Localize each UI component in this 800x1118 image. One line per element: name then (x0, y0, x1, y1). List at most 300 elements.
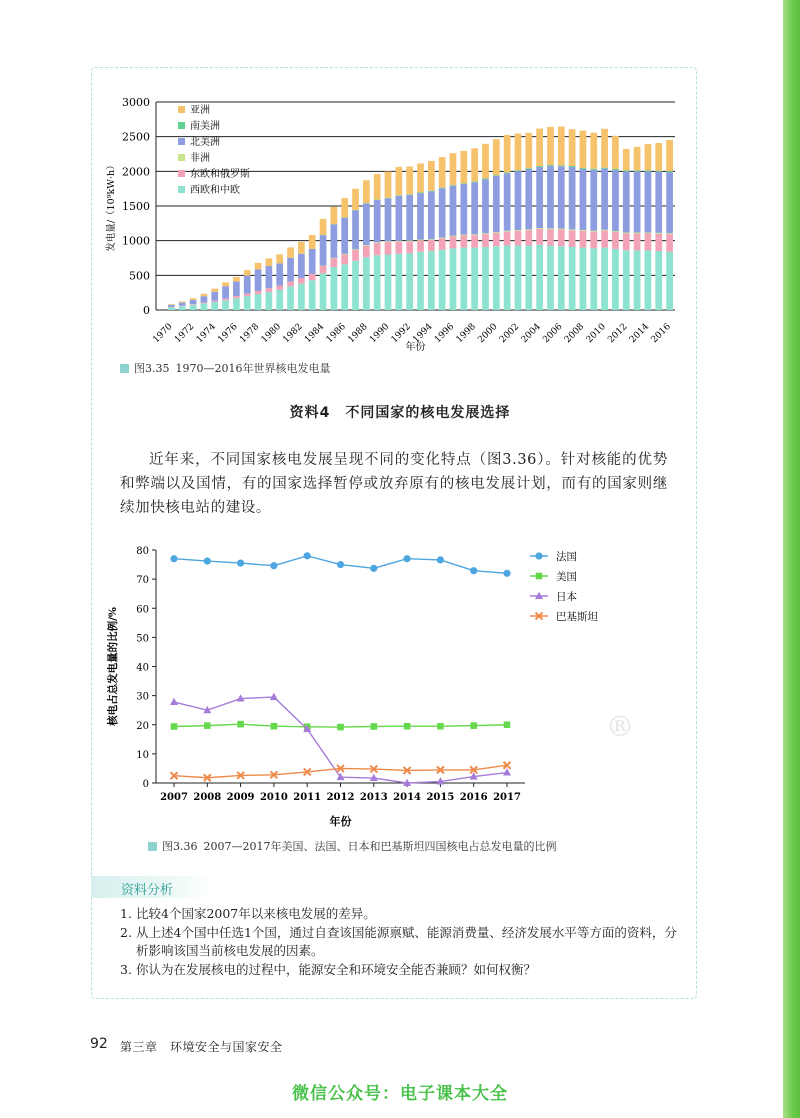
bar-segment (428, 239, 435, 240)
bar-segment (558, 229, 565, 230)
bar-segment (525, 133, 532, 168)
bar-segment (590, 248, 597, 310)
bar-segment (395, 241, 402, 242)
bar-segment (450, 237, 457, 249)
bar-segment (374, 200, 381, 242)
legend-label: 南美洲 (190, 121, 220, 132)
bar-segment (623, 250, 630, 310)
bar-segment (645, 144, 652, 170)
figure2-caption-text: 2007—2017年美国、法国、日本和巴基斯坦四国核电占总发电量的比例 (203, 840, 557, 853)
bar-segment (655, 251, 662, 310)
bar-segment (201, 296, 208, 302)
bar-segment (645, 233, 652, 250)
bar-segment (233, 277, 240, 282)
nuclear-generation-stacked-bar-chart (100, 92, 690, 352)
x-tick-label: 2011 (293, 792, 322, 803)
bar-segment (255, 291, 262, 294)
bar-segment (655, 143, 662, 171)
bar-segment (536, 166, 543, 167)
x-tick-label: 2000 (476, 321, 500, 346)
x-tick-label: 1994 (411, 321, 435, 346)
bar-segment (569, 247, 576, 310)
bar-segment (266, 288, 273, 292)
data-point (204, 557, 211, 564)
y-tick-label: 70 (136, 575, 149, 587)
bar-segment (612, 136, 619, 169)
x-tick-label: 1982 (281, 321, 305, 346)
bar-segment (309, 249, 316, 274)
question-item (120, 924, 680, 961)
bar-segment (374, 243, 381, 255)
legend-label: 美国 (556, 571, 577, 583)
bar-segment (385, 171, 392, 197)
data-point (270, 562, 277, 569)
bar-segment (623, 149, 630, 170)
y-tick-label: 60 (136, 604, 149, 616)
bar-segment (190, 298, 197, 300)
bar-segment (471, 148, 478, 181)
bar-segment (601, 168, 608, 169)
bar-segment (547, 127, 554, 165)
bar-segment (493, 175, 500, 176)
bar-segment (536, 167, 543, 228)
bar-segment (493, 176, 500, 232)
x-tick-label: 2016 (649, 321, 673, 346)
bar-segment (580, 248, 587, 310)
caption-square-icon (148, 842, 157, 851)
legend-label: 西欧和中欧 (190, 185, 240, 196)
bar-segment (536, 229, 543, 245)
bar-segment (179, 306, 186, 310)
section-title: 资料4 不同国家的核电发展选择 (289, 405, 511, 421)
legend-swatch (178, 106, 185, 113)
bar-segment (590, 232, 597, 249)
data-point (337, 724, 344, 731)
figure2-caption (148, 838, 557, 854)
bar-segment (634, 232, 641, 233)
bar-segment (536, 228, 543, 229)
bar-segment (504, 231, 511, 232)
bar-segment (395, 254, 402, 310)
bar-segment (612, 232, 619, 249)
bar-segment (211, 289, 218, 292)
bar-segment (580, 131, 587, 168)
bar-segment (428, 161, 435, 191)
x-tick-label: 1984 (303, 321, 327, 346)
figure1-caption (120, 360, 331, 376)
bar-segment (645, 232, 652, 233)
bar-segment (201, 294, 208, 296)
x-tick-label: 2017 (493, 792, 521, 803)
bar-segment (645, 250, 652, 310)
bar-segment (482, 247, 489, 310)
bar-segment (233, 282, 240, 297)
bar-segment (590, 169, 597, 170)
y-tick-label: 500 (129, 269, 150, 283)
bar-segment (385, 242, 392, 254)
bar-segment (623, 170, 630, 171)
bar-segment (276, 286, 283, 290)
bar-segment (298, 284, 305, 310)
y-tick-label: 80 (136, 546, 149, 557)
bar-segment (525, 168, 532, 169)
bar-segment (233, 296, 240, 298)
bar-segment (666, 233, 673, 234)
bar-segment (201, 303, 208, 310)
figure1-caption-text: 1970—2016年世界核电发电量 (175, 362, 331, 375)
bar-segment (385, 198, 392, 241)
bar-segment (666, 171, 673, 172)
bar-segment (417, 193, 424, 194)
bar-segment (298, 254, 305, 278)
bar-segment (168, 305, 175, 307)
bar-segment (395, 167, 402, 195)
page-number: 92 (90, 1036, 108, 1052)
bar-segment (471, 182, 478, 183)
bar-segment (634, 170, 641, 171)
bar-segment (287, 258, 294, 282)
bar-segment (439, 237, 446, 238)
bar-segment (287, 286, 294, 310)
bar-segment (179, 303, 186, 306)
legend-label: 北美洲 (190, 137, 220, 148)
bar-segment (645, 171, 652, 232)
bar-segment (287, 247, 294, 257)
bar-segment (331, 258, 338, 267)
data-point (437, 556, 444, 563)
legend-swatch (178, 186, 185, 193)
bar-segment (547, 228, 554, 229)
legend-swatch (178, 138, 185, 145)
x-axis-title: 年份 (329, 815, 352, 828)
bar-segment (406, 167, 413, 195)
data-point (503, 570, 510, 577)
x-tick-label: 2006 (541, 321, 565, 346)
bar-segment (450, 186, 457, 236)
x-tick-label: 2012 (606, 321, 630, 346)
bar-segment (558, 246, 565, 310)
bar-segment (363, 246, 370, 257)
bar-segment (374, 174, 381, 200)
bar-segment (536, 129, 543, 166)
legend-swatch (178, 170, 185, 177)
data-point (504, 721, 511, 728)
y-tick-label: 20 (136, 720, 149, 732)
y-tick-label: 1000 (122, 234, 150, 248)
bar-segment (558, 230, 565, 247)
bar-segment (331, 267, 338, 310)
bar-segment (255, 263, 262, 270)
bar-segment (363, 245, 370, 246)
bar-segment (211, 301, 218, 302)
bar-segment (395, 195, 402, 196)
bar-segment (179, 302, 186, 303)
y-tick-label: 0 (143, 304, 150, 317)
bar-segment (515, 230, 522, 231)
x-tick-label: 1976 (216, 321, 240, 346)
bar-segment (525, 229, 532, 230)
bar-segment (439, 250, 446, 310)
bar-segment (450, 236, 457, 237)
bar-segment (309, 280, 316, 310)
bar-segment (244, 294, 251, 296)
bar-segment (374, 255, 381, 310)
bar-segment (504, 173, 511, 231)
bar-segment (255, 294, 262, 310)
bar-segment (320, 266, 327, 273)
bar-segment (276, 263, 283, 285)
bar-segment (222, 299, 229, 301)
data-point (404, 723, 411, 730)
data-point (271, 723, 278, 730)
bar-segment (493, 246, 500, 310)
bar-segment (493, 139, 500, 175)
bar-segment (428, 191, 435, 192)
data-point (470, 722, 477, 729)
bar-segment (590, 133, 597, 169)
data-point (270, 693, 278, 700)
bar-segment (439, 238, 446, 249)
x-tick-label: 1988 (346, 321, 370, 346)
bar-segment (525, 246, 532, 310)
caption-square-icon (120, 364, 129, 373)
bar-segment (482, 179, 489, 233)
bar-segment (634, 233, 641, 250)
x-tick-label: 2009 (226, 792, 255, 803)
bar-segment (168, 304, 175, 305)
bar-segment (515, 134, 522, 171)
figure2-caption-num: 图3.36 (162, 840, 198, 853)
y-tick-label: 40 (136, 662, 149, 674)
question-text: 你认为在发展核电的过程中，能源安全和环境安全能否兼顾？如何权衡？ (136, 961, 537, 977)
x-tick-label: 1998 (454, 321, 478, 346)
footer-chapter: 第三章 环境安全与国家安全 (120, 1040, 283, 1054)
bar-segment (428, 191, 435, 239)
bar-segment (222, 286, 229, 298)
bar-segment (266, 292, 273, 310)
legend-label: 东欧和俄罗斯 (190, 169, 250, 180)
bar-segment (406, 241, 413, 253)
bar-segment (558, 127, 565, 166)
x-tick-label: 1970 (151, 321, 175, 346)
bar-segment (331, 225, 338, 258)
bar-segment (580, 168, 587, 169)
bar-segment (428, 240, 435, 251)
bar-segment (525, 230, 532, 245)
bar-segment (601, 230, 608, 231)
bar-segment (623, 171, 630, 232)
bar-segment (385, 241, 392, 242)
x-tick-label: 1974 (194, 321, 219, 346)
data-point (371, 723, 378, 730)
data-point (404, 555, 411, 562)
bar-segment (666, 234, 673, 252)
bar-segment (439, 188, 446, 237)
y-tick-label: 10 (136, 749, 149, 761)
question-number: 2. (120, 924, 132, 940)
bar-segment (569, 230, 576, 247)
bar-segment (244, 270, 251, 276)
bar-segment (168, 307, 175, 310)
bar-segment (547, 229, 554, 245)
bar-segment (190, 300, 197, 304)
bar-segment (515, 231, 522, 246)
bar-segment (341, 198, 348, 217)
x-tick-label: 2013 (359, 792, 388, 803)
x-tick-label: 2007 (160, 792, 188, 803)
x-tick-label: 2010 (584, 321, 608, 346)
bar-segment (320, 235, 327, 266)
bar-segment (244, 296, 251, 310)
bar-segment (569, 229, 576, 230)
bar-segment (590, 170, 597, 231)
legend-label: 亚洲 (190, 105, 210, 116)
bar-segment (601, 129, 608, 168)
bar-segment (558, 165, 565, 166)
bar-segment (601, 231, 608, 248)
bar-segment (504, 172, 511, 173)
y-tick-label: 3000 (122, 96, 150, 109)
x-tick-label: 2008 (562, 321, 587, 346)
legend-swatch (178, 122, 185, 129)
bar-segment (233, 298, 240, 310)
bar-segment (612, 231, 619, 232)
question-item (120, 961, 680, 980)
x-tick-label: 1986 (324, 321, 348, 346)
bar-segment (666, 252, 673, 310)
x-tick-label: 2004 (519, 321, 543, 346)
bar-segment (471, 248, 478, 310)
bar-segment (634, 250, 641, 310)
bar-segment (460, 183, 467, 184)
bar-segment (417, 240, 424, 251)
bar-segment (515, 246, 522, 310)
legend-label: 非洲 (190, 153, 210, 164)
y-axis-title: 发电量/（10⁹kW·h） (106, 160, 117, 252)
bar-segment (190, 304, 197, 305)
x-tick-label: 1972 (173, 321, 197, 346)
data-point (337, 561, 344, 568)
data-point (237, 721, 244, 728)
figure1-caption-num: 图3.35 (134, 362, 170, 375)
registered-mark: ® (606, 710, 634, 743)
bar-segment (276, 254, 283, 263)
x-tick-label: 2002 (497, 321, 522, 346)
x-tick-label: 1978 (238, 321, 262, 346)
x-tick-label: 2010 (259, 792, 288, 803)
y-tick-label: 50 (136, 633, 149, 645)
bar-segment (374, 242, 381, 243)
bar-segment (341, 264, 348, 310)
bar-segment (395, 242, 402, 254)
bar-segment (515, 171, 522, 230)
bar-segment (482, 178, 489, 179)
bar-segment (222, 300, 229, 310)
bar-segment (341, 254, 348, 255)
bar-segment (266, 266, 273, 288)
bar-segment (482, 234, 489, 247)
bar-segment (298, 278, 305, 284)
bar-segment (612, 169, 619, 170)
bar-segment (406, 194, 413, 195)
bar-segment (341, 255, 348, 265)
bar-segment (255, 269, 262, 290)
bar-segment (331, 258, 338, 259)
bar-segment (309, 235, 316, 249)
bar-segment (363, 257, 370, 310)
bar-segment (352, 189, 359, 210)
y-tick-label: 2000 (122, 165, 150, 179)
bar-segment (222, 282, 229, 286)
analysis-heading: 资料分析 (121, 883, 174, 898)
bar-segment (493, 232, 500, 233)
data-point (170, 555, 177, 562)
bar-segment (460, 151, 467, 184)
y-tick-label: 30 (136, 691, 149, 703)
bar-segment (655, 234, 662, 251)
x-axis-title: 年份 (405, 342, 426, 352)
bar-segment (547, 165, 554, 166)
y-tick-label: 2500 (122, 130, 150, 144)
bar-segment (417, 252, 424, 310)
bottom-watermark: 微信公众号：电子课本大全 (292, 1084, 508, 1104)
bar-segment (352, 211, 359, 250)
x-tick-label: 2014 (627, 321, 652, 346)
bar-segment (331, 207, 338, 224)
question-item (120, 905, 680, 924)
bar-segment (558, 166, 565, 228)
x-tick-label: 2008 (193, 792, 222, 803)
x-tick-label: 2015 (426, 792, 455, 803)
legend-label: 法国 (556, 551, 577, 563)
bar-segment (634, 147, 641, 171)
data-point (370, 565, 377, 572)
bar-segment (406, 195, 413, 241)
question-text: 比较4个国家2007年以来核电发展的差异。 (136, 906, 376, 921)
bar-segment (471, 235, 478, 247)
bar-segment (666, 140, 673, 171)
bar-segment (201, 302, 208, 303)
page-edge-bar (783, 0, 800, 1118)
bar-segment (623, 233, 630, 250)
question-text: 从上述4个国中任选1个国，通过自查该国能源禀赋、能源消费量、经济发展水平等方面的资料，分析影响该国当前核电发展的因素。 (136, 924, 677, 958)
nuclear-share-line-chart (100, 540, 690, 835)
analysis-heading-band (91, 876, 211, 898)
y-tick-label: 0 (142, 779, 149, 790)
bar-segment (547, 166, 554, 228)
bar-segment (612, 249, 619, 310)
bar-segment (439, 188, 446, 189)
analysis-questions (120, 905, 680, 979)
data-point (304, 552, 311, 559)
bar-segment (417, 163, 424, 192)
bar-segment (417, 193, 424, 239)
bar-segment (569, 167, 576, 229)
x-tick-label: 1990 (368, 321, 392, 346)
bar-segment (276, 290, 283, 310)
bar-segment (428, 251, 435, 310)
bar-segment (320, 219, 327, 235)
bar-segment (363, 204, 370, 246)
y-tick-label: 1500 (122, 200, 150, 213)
bar-segment (580, 230, 587, 231)
bar-segment (341, 218, 348, 254)
bar-segment (655, 233, 662, 234)
bar-segment (590, 231, 597, 232)
data-point (536, 573, 543, 580)
bar-segment (417, 240, 424, 241)
bar-segment (569, 166, 576, 167)
